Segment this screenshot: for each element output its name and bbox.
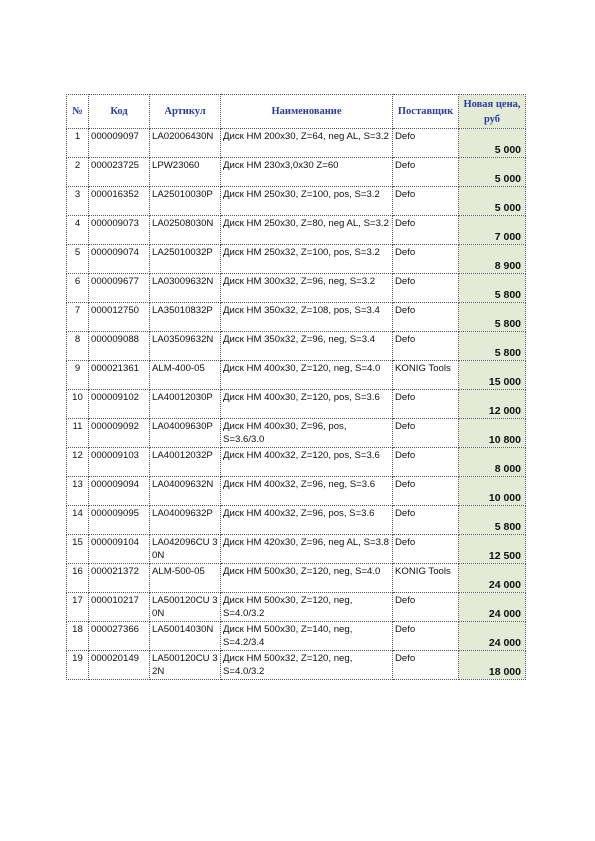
table-row (67, 506, 526, 535)
cell-price: 7 000 (459, 216, 526, 245)
cell-name: Диск HM 500x30, Z=140, neg, S=4.2/3.4 (221, 622, 393, 651)
cell-name: Диск HM 400x30, Z=96, pos, S=3.6/3.0 (221, 419, 393, 448)
table-row (67, 303, 526, 332)
cell-article: LA40012030P (150, 390, 221, 419)
cell-article: LA03509632N (150, 332, 221, 361)
cell-price: 24 000 (459, 622, 526, 651)
cell-price: 12 000 (459, 390, 526, 419)
table-row (67, 129, 526, 158)
cell-price: 24 000 (459, 564, 526, 593)
cell-article: LA35010832P (150, 303, 221, 332)
cell-supplier: Defo (393, 593, 459, 622)
cell-supplier: Defo (393, 332, 459, 361)
price-table (66, 94, 526, 680)
cell-supplier: Defo (393, 622, 459, 651)
cell-code: 000021372 (89, 564, 150, 593)
cell-supplier: Defo (393, 245, 459, 274)
table-row (67, 419, 526, 448)
table-row (67, 216, 526, 245)
cell-name: Диск HM 200x30, Z=64, neg AL, S=3.2 (221, 129, 393, 158)
cell-article: ALM-500-05 (150, 564, 221, 593)
table-row (67, 274, 526, 303)
cell-code: 000020149 (89, 651, 150, 680)
cell-code: 000010217 (89, 593, 150, 622)
cell-name: Диск HM 500x30, Z=120, neg, S=4.0/3.2 (221, 593, 393, 622)
cell-num: 19 (67, 651, 89, 680)
cell-price: 8 900 (459, 245, 526, 274)
cell-name: Диск HM 400x32, Z=96, pos, S=3.6 (221, 506, 393, 535)
header-name: Наименование (221, 95, 393, 129)
cell-supplier: Defo (393, 419, 459, 448)
table-row (67, 622, 526, 651)
cell-price: 5 000 (459, 129, 526, 158)
cell-num: 17 (67, 593, 89, 622)
cell-article: LA042096CU 30N (150, 535, 221, 564)
cell-code: 000009073 (89, 216, 150, 245)
table-row (67, 535, 526, 564)
cell-name: Диск HM 500x32, Z=120, neg, S=4.0/3.2 (221, 651, 393, 680)
cell-name: Диск HM 350x32, Z=108, pos, S=3.4 (221, 303, 393, 332)
cell-supplier: Defo (393, 303, 459, 332)
cell-name: Диск HM 400x32, Z=96, neg, S=3.6 (221, 477, 393, 506)
cell-price: 8 000 (459, 448, 526, 477)
cell-code: 000009102 (89, 390, 150, 419)
cell-article: LA04009632P (150, 506, 221, 535)
cell-num: 15 (67, 535, 89, 564)
cell-supplier: Defo (393, 187, 459, 216)
cell-num: 3 (67, 187, 89, 216)
cell-supplier: Defo (393, 158, 459, 187)
cell-name: Диск HM 250x30, Z=100, pos, S=3.2 (221, 187, 393, 216)
table-header-row (67, 95, 526, 129)
cell-price: 5 000 (459, 187, 526, 216)
cell-supplier: KONIG Tools (393, 361, 459, 390)
cell-code: 000023725 (89, 158, 150, 187)
cell-name: Диск HM 500x30, Z=120, neg, S=4.0 (221, 564, 393, 593)
cell-supplier: Defo (393, 274, 459, 303)
cell-supplier: Defo (393, 506, 459, 535)
cell-price: 10 000 (459, 477, 526, 506)
table-row (67, 361, 526, 390)
cell-supplier: Defo (393, 477, 459, 506)
table-row (67, 390, 526, 419)
table-row (67, 187, 526, 216)
cell-price: 18 000 (459, 651, 526, 680)
cell-article: LA40012032P (150, 448, 221, 477)
table-row (67, 651, 526, 680)
cell-num: 5 (67, 245, 89, 274)
table-row (67, 448, 526, 477)
cell-code: 000016352 (89, 187, 150, 216)
cell-code: 000009094 (89, 477, 150, 506)
cell-article: LA02508030N (150, 216, 221, 245)
cell-name: Диск HM 250x32, Z=100, pos, S=3.2 (221, 245, 393, 274)
cell-supplier: Defo (393, 216, 459, 245)
cell-code: 000027366 (89, 622, 150, 651)
cell-article: LA04009630P (150, 419, 221, 448)
header-num: № (67, 95, 89, 129)
cell-num: 2 (67, 158, 89, 187)
cell-code: 000009097 (89, 129, 150, 158)
cell-supplier: Defo (393, 535, 459, 564)
cell-num: 9 (67, 361, 89, 390)
cell-price: 5 800 (459, 506, 526, 535)
cell-supplier: Defo (393, 129, 459, 158)
cell-supplier: KONIG Tools (393, 564, 459, 593)
cell-name: Диск HM 400x30, Z=120, neg, S=4.0 (221, 361, 393, 390)
cell-code: 000009074 (89, 245, 150, 274)
cell-article: LA500120CU 32N (150, 651, 221, 680)
cell-price: 12 500 (459, 535, 526, 564)
table-row (67, 593, 526, 622)
header-code: Код (89, 95, 150, 129)
cell-code: 000009104 (89, 535, 150, 564)
cell-code: 000009677 (89, 274, 150, 303)
cell-price: 5 000 (459, 158, 526, 187)
cell-name: Диск HM 420x30, Z=96, neg AL, S=3.8 (221, 535, 393, 564)
cell-supplier: Defo (393, 390, 459, 419)
cell-article: LA500120CU 30N (150, 593, 221, 622)
header-price: Новая цена, руб (459, 95, 526, 129)
cell-num: 1 (67, 129, 89, 158)
cell-article: LA50014030N (150, 622, 221, 651)
cell-name: Диск HM 400x32, Z=120, pos, S=3.6 (221, 448, 393, 477)
table-row (67, 332, 526, 361)
cell-num: 11 (67, 419, 89, 448)
cell-article: LA02006430N (150, 129, 221, 158)
cell-article: LA04009632N (150, 477, 221, 506)
table-row (67, 477, 526, 506)
cell-name: Диск HM 400x30, Z=120, pos, S=3.6 (221, 390, 393, 419)
cell-num: 6 (67, 274, 89, 303)
cell-name: Диск HM 300x32, Z=96, neg, S=3.2 (221, 274, 393, 303)
cell-num: 12 (67, 448, 89, 477)
cell-num: 18 (67, 622, 89, 651)
cell-code: 000009088 (89, 332, 150, 361)
cell-num: 16 (67, 564, 89, 593)
cell-num: 10 (67, 390, 89, 419)
table-row (67, 158, 526, 187)
cell-num: 4 (67, 216, 89, 245)
cell-code: 000009103 (89, 448, 150, 477)
cell-article: LA25010032P (150, 245, 221, 274)
cell-price: 10 800 (459, 419, 526, 448)
cell-article: LPW23060 (150, 158, 221, 187)
cell-num: 13 (67, 477, 89, 506)
table-row (67, 564, 526, 593)
cell-code: 000021361 (89, 361, 150, 390)
table-row (67, 245, 526, 274)
cell-price: 5 800 (459, 274, 526, 303)
cell-num: 8 (67, 332, 89, 361)
cell-code: 000012750 (89, 303, 150, 332)
cell-price: 5 800 (459, 303, 526, 332)
cell-num: 14 (67, 506, 89, 535)
cell-article: LA25010030P (150, 187, 221, 216)
header-article: Артикул (150, 95, 221, 129)
cell-price: 24 000 (459, 593, 526, 622)
cell-num: 7 (67, 303, 89, 332)
cell-code: 000009095 (89, 506, 150, 535)
cell-supplier: Defo (393, 448, 459, 477)
header-supplier: Поставщик (393, 95, 459, 129)
table-body (67, 129, 526, 680)
cell-price: 5 800 (459, 332, 526, 361)
cell-price: 15 000 (459, 361, 526, 390)
cell-supplier: Defo (393, 651, 459, 680)
cell-code: 000009092 (89, 419, 150, 448)
cell-article: LA03009632N (150, 274, 221, 303)
cell-name: Диск HM 250x30, Z=80, neg AL, S=3.2 (221, 216, 393, 245)
cell-name: Диск HM 350x32, Z=96, neg, S=3.4 (221, 332, 393, 361)
cell-article: ALM-400-05 (150, 361, 221, 390)
cell-name: Диск HM 230x3,0x30 Z=60 (221, 158, 393, 187)
